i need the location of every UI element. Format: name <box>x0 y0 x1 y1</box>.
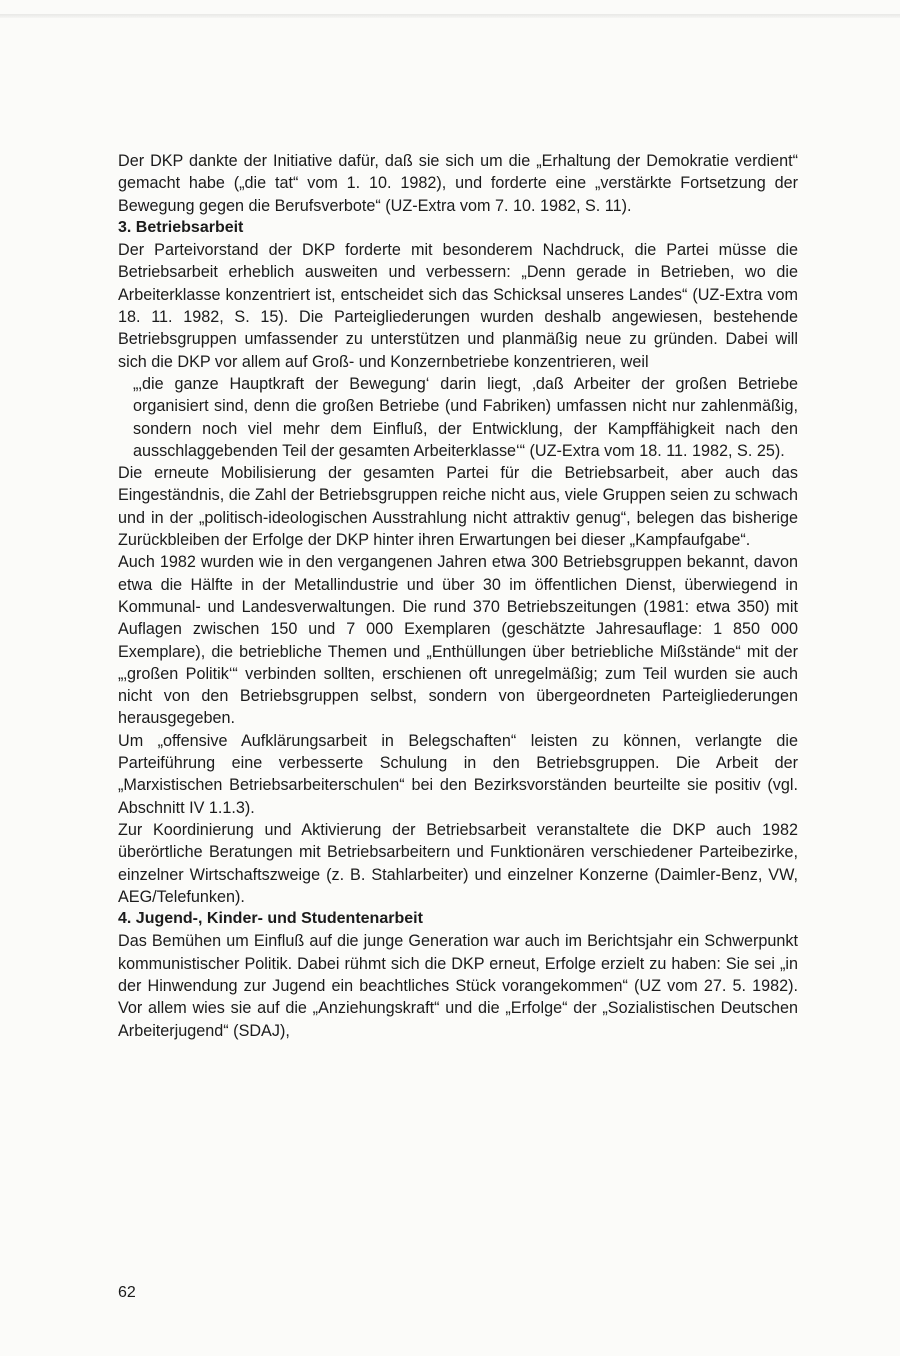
paragraph-intro: Der DKP dankte der Initiative dafür, daß sie sich um die „Erhaltung der Demokratie verdient“ gemacht habe („die tat“ vom 1. 10. 1982), und forderte eine „verstärkte Fortsetzung der Bewegung gegen die Berufsverbote“ (UZ-Extra vom 7. 10. 1982, S. 11). <box>118 152 798 215</box>
paragraph-3-2: Die erneute Mobilisierung der gesamten Partei für die Betriebsarbeit, aber auch das Eingeständnis, die Zahl der Betriebsgruppen reiche nicht aus, viele Gruppen seien zu schwach und in der „politisch-ideologischen Ausstrahlung nicht attraktiv genug“, belegen das bisherige Zurückbleiben der Erfolge der DKP hinter ihren Erwartungen bei dieser „Kampfaufgabe“. <box>118 464 798 550</box>
paragraph-4-1: Das Bemühen um Einfluß auf die junge Generation war auch im Berichtsjahr ein Schwerpunkt kommunistischer Politik. Dabei rühmt sich die DKP erneut, Erfolge erzielt zu haben: Sie sei „in der Hinwendung zur Jugend ein beachtliches Stück vorangekommen“ (UZ vom 27. 5. 1982). Vor allem wies sie auf die „Anziehungskraft“ und die „Erfolge“ der „Sozialistischen Deutschen Arbeiterjugend“ (SDAJ), <box>118 932 798 1040</box>
page-number: 62 <box>118 1284 136 1301</box>
paragraph-3-3: Auch 1982 wurden wie in den vergangenen Jahren etwa 300 Betriebsgruppen bekannt, davon etwa die Hälfte in der Metallindustrie und über 30 im öffentlichen Dienst, überwiegend in Kommunal- und Landesverwaltungen. Die rund 370 Betriebszeitungen (1981: etwa 350) mit Auflagen zwischen 150 und 7 000 Exemplaren (geschätzte Jahresauflage: 1 850 000 Exemplare), die betriebliche Themen und „Enthüllungen über betriebliche Mißstände“ mit der „‚großen Politik‘“ verbinden sollten, erschienen oft unregelmäßig; zum Teil wurden sie auch nicht von den Betriebsgruppen selbst, sondern von übergeordneten Parteigliederungen herausgegeben. <box>118 553 798 728</box>
paragraph-3-5: Zur Koordinierung und Aktivierung der Betriebsarbeit veranstaltete die DKP auch 1982 überörtliche Beratungen mit Betriebsarbeitern und Funktionären verschiedener Parteibezirke, einzelner Wirtschaftszweige (z. B. Stahlarbeiter) und einzelner Konzerne (Daimler-Benz, VW, AEG/Telefunken). <box>118 820 798 906</box>
scan-edge <box>0 14 900 18</box>
document-page <box>118 150 798 1042</box>
section-heading-4: 4. Jugend-, Kinder- und Studentenarbeit <box>118 910 423 928</box>
block-quote: „‚die ganze Hauptkraft der Bewegung‘ darin liegt, ‚daß Arbeiter der großen Betriebe organisiert sind, denn die großen Betriebe (und Fabriken) umfassen nicht nur zahlenmäßig, sondern noch viel mehr dem Einfluß, der Entwicklung, der Kampffähigkeit nach den ausschlaggebenden Teil der gesamten Arbeiterklasse‘“ (UZ-Extra vom 18. 11. 1982, S. 25). <box>133 374 798 460</box>
paragraph-3-4: Um „offensive Aufklärungsarbeit in Belegschaften“ leisten zu können, verlangte die Parteiführung eine verbesserte Schulung in den Betriebsgruppen. Die Arbeit der „Marxistischen Betriebsarbeiterschulen“ bei den Bezirksvorständen beurteilte sie positiv (vgl. Abschnitt IV 1.1.3). <box>118 731 798 817</box>
section-heading-3: 3. Betriebsarbeit <box>118 218 244 236</box>
paragraph-3-intro: Der Parteivorstand der DKP forderte mit besonderem Nachdruck, die Partei müsse die Betriebsarbeit erheblich ausweiten und verbessern: „Denn gerade in Betrieben, wo die Arbeiterklasse konzentriert ist, entscheidet sich das Schicksal unseres Landes“ (UZ-Extra vom 18. 11. 1982, S. 15). Die Parteigliederungen wurden deshalb angewiesen, bestehende Betriebsgruppen umfassender zu unterstützen und planmäßig neue zu gründen. Dabei will sich die DKP vor allem auf Groß- und Konzernbetriebe konzentrieren, weil <box>118 241 798 371</box>
